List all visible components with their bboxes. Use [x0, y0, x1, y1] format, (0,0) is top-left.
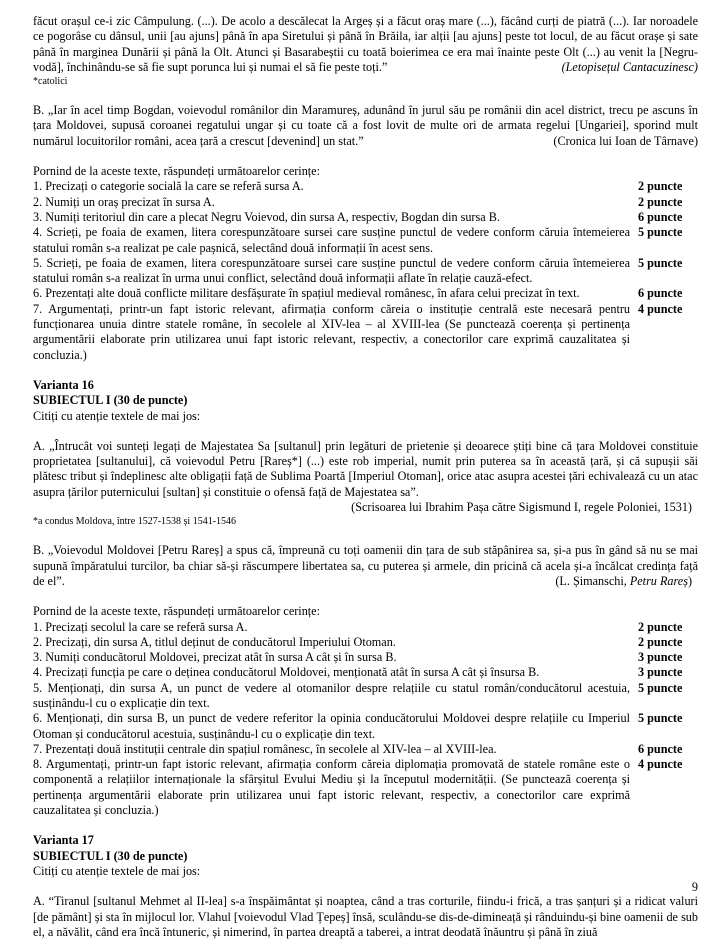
v17-source-a-text: A. “Tiranul [sultanul Mehmet al II-lea] s-a înspăimântat și noaptea, când a tras corturile, fiindu-i frică, a tras șanțuri și a ridicat valuri [de pământ] și sta în mijlocul lor. Vlahul [voievodul Vlad Țepeș] însă, sculându-se dis-de-dimineață și rânduindu-și bine oamenii de sub el, a năvălit, când era încă întuneric, și nimerind, în partea dreaptă a taberei, a intrat deodată înăuntru și până în ziuă — [33, 894, 698, 939]
variant-17-title: Varianta 17 — [33, 833, 94, 848]
v16-source-b-text: B. „Voievodul Moldovei [Petru Rareș] a spus că, împreună cu toți oamenii din țara de sub stăpânirea sa, și-a pus în gând să nu se mai supună împăratului turcilor, ba chiar să-și răscumpere libertatea sa, cu puterea și armele, din pricină că acela și-a încălcat credința față de el”. (L. Șimanschi, Petru Rareș) — [33, 543, 698, 588]
task-item — [33, 210, 698, 225]
task-item — [33, 635, 698, 650]
task-text: 1. Precizați secolul la care se referă sursa A. — [33, 619, 248, 634]
task-points: 4 puncte — [638, 757, 683, 772]
source-b-text: B. „Iar în acel timp Bogdan, voievodul românilor din Maramureș, adunând în jurul său pe românii din acel district, trecu pe ascuns în țara Moldovei, supusă coroanei regatului ungar și cu toate că a fost lovit de multe ori de armata regelui [Ungariei], sporind mult numărul locuitorilor români, acea țară a crescut [devenind] un stat.” (Cronica lui Ioan de Târnave) — [33, 103, 698, 148]
task-points: 5 puncte — [638, 255, 683, 270]
task-item — [33, 195, 698, 210]
task-points: 6 puncte — [638, 209, 683, 224]
task-points: 3 puncte — [638, 665, 683, 680]
footnote-catolici: *catolici — [33, 76, 68, 88]
v16-tasks-intro: Pornind de la aceste texte, răspundeți următoarelor cerințe: — [33, 604, 320, 619]
task-points: 5 puncte — [638, 225, 683, 240]
task-text: 4. Scrieți, pe foaia de examen, litera corespunzătoare sursei care susține punctul de vedere conform căruia întemeierea statului român s-a realizat pe cale pașnică, selectând două informații în acest sens. — [33, 225, 630, 255]
task-text: 8. Argumentați, printr-un fapt istoric relevant, afirmația conform căreia diplomația promovată de statele române este o componentă a relațiilor internaționale la sfârșitul Evului Mediu și la începutul modernității. (Se punctează coerența și pertinența argumentării elaborate prin utilizarea unui fapt istoric relevant, respectiv, a conectorilor care exprimă cauzalitatea și concluzia.) — [33, 757, 630, 818]
task-text: 3. Numiți conducătorul Moldovei, precizat atât în sursa A cât și în sursa B. — [33, 650, 397, 665]
task-item — [33, 742, 698, 757]
task-item — [33, 681, 698, 712]
v16-source-a-citation: (Scrisoarea lui Ibrahim Pașa către Sigismund I, regele Poloniei, 1531) — [351, 500, 692, 515]
task-text: 7. Prezentați două instituții centrale din spațiul românesc, în secolele al XIV-lea – al XVIII-lea. — [33, 741, 497, 756]
task-text: 2. Numiți un oraș precizat în sursa A. — [33, 194, 215, 209]
task-item — [33, 650, 698, 665]
tasks-intro: Pornind de la aceste texte, răspundeți următoarelor cerințe: — [33, 164, 320, 179]
page-number: 9 — [691, 880, 698, 894]
task-points: 3 puncte — [638, 650, 683, 665]
task-text: 2. Precizați, din sursa A, titlul deținut de conducătorul Imperiului Otoman. — [33, 634, 396, 649]
variant-16-subject: SUBIECTUL I (30 de puncte) — [33, 393, 188, 408]
task-text: 6. Prezentați alte două conflicte militare desfășurate în spațiul medieval românesc, în afara celui precizat în text. — [33, 286, 580, 301]
task-text: 3. Numiți teritoriul din care a plecat Negru Voievod, din sursa A, respectiv, Bogdan din sursa B. — [33, 209, 500, 224]
task-item — [33, 711, 698, 742]
task-item — [33, 286, 698, 301]
source-b-citation: (Cronica lui Ioan de Târnave) — [553, 133, 698, 148]
task-item — [33, 665, 698, 680]
task-points: 2 puncte — [638, 179, 683, 194]
task-text: 5. Menționați, din sursa A, un punct de vedere al otomanilor despre relațiile cu statul român/conducătorul acestuia, susținându-l cu o explicație din text. — [33, 680, 630, 710]
task-item — [33, 620, 698, 635]
variant-16-title: Varianta 16 — [33, 377, 94, 392]
task-item — [33, 256, 698, 287]
task-points: 2 puncte — [638, 194, 683, 209]
task-points: 2 puncte — [638, 619, 683, 634]
variant-17-instruction: Citiți cu atenție textele de mai jos: — [33, 863, 201, 878]
task-text: 4. Precizați funcția pe care o deținea conducătorul Moldovei, menționată atât în sursa A cât și însursa B. — [33, 665, 540, 680]
task-text: 5. Scrieți, pe foaia de examen, litera corespunzătoare sursei care susține punctul de vedere conform căruia întemeierea statului român s-a realizat în urma unui conflict, selectând două informații aflate în relație cauză-efect. — [33, 255, 630, 286]
task-points: 5 puncte — [638, 680, 683, 695]
task-points: 2 puncte — [638, 634, 683, 649]
task-list — [33, 179, 698, 363]
source-a-citation: (Letopisețul Cantacuzinesc) — [561, 59, 698, 74]
task-item — [33, 179, 698, 194]
task-item — [33, 225, 698, 256]
source-a-continuation: făcut orașul ce-i zic Câmpulung. (...). De acolo a descălecat la Argeș și a făcut oraș mare (...), făcând curți de piatră (...). Iar noroadele ce pogorâse cu dânsul, unii [au ajuns] până în apa Siretului și până în Brăila, iar alții [au ajuns] peste tot locul, de au făcut orașe și sate până în marginea Dunării și până la Olt. Atunci și Basarabeștii cu toată boierimea ce era mai înainte peste Olt (...) au venit la [Negru-vodă], închinându-se să fie supt porunca lui și numai el să fie peste toți.” (Letopisețul Cantacuzinesc) — [33, 14, 698, 74]
task-text: 7. Argumentați, printr-un fapt istoric relevant, afirmația conform căreia o instituție centrală este necesară pentru funcționarea unuia dintre statele române, în secolele al XIV-lea – al XVIII-lea (Se punctează coerența și pertinența argumentării elaborate prin utilizarea unui fapt istoric relevant, respectiv, a conectorilor care exprimă cauzalitatea și concluzia.) — [33, 301, 630, 362]
task-points: 4 puncte — [638, 301, 683, 316]
v16-source-a-text: A. „Întrucât voi sunteți legați de Majestatea Sa [sultanul] prin legături de prietenie și deoarece știți bine că țara Moldovei constituie proprietatea [sultanului], că voievodul Petru [Rareș*] (...) este rob imperial, numit prin puterea sa în această țară, și că supușii săi plătesc tribut și îndeplinesc alte obligații față de Sublima Poartă [Imperiul Otoman], orice atac asupra acestei țări echivalează cu un atac asupra țărilor puternicului [sultan] și constituie o ofensă față de Majestatea sa”. — [33, 438, 698, 499]
task-item — [33, 757, 698, 818]
task-text: 1. Precizați o categorie socială la care se referă sursa A. — [33, 179, 304, 194]
task-text: 6. Menționați, din sursa B, un punct de vedere referitor la opinia conducătorului Moldovei despre relațiile cu Imperiul Otoman și conducătorul acestuia, susținându-l cu o explicație din text. — [33, 711, 630, 741]
v16-task-list — [33, 620, 698, 819]
variant-16-instruction: Citiți cu atenție textele de mai jos: — [33, 408, 201, 423]
task-points: 6 puncte — [638, 286, 683, 301]
document-page — [33, 14, 698, 940]
task-points: 5 puncte — [638, 711, 683, 726]
v16-footnote: *a condus Moldova, între 1527-1538 și 1541-1546 — [33, 516, 237, 528]
task-item — [33, 302, 698, 363]
v16-source-b-citation: (L. Șimanschi, Petru Rareș) — [555, 573, 692, 588]
task-points: 6 puncte — [638, 741, 683, 756]
variant-17-subject: SUBIECTUL I (30 de puncte) — [33, 848, 188, 863]
